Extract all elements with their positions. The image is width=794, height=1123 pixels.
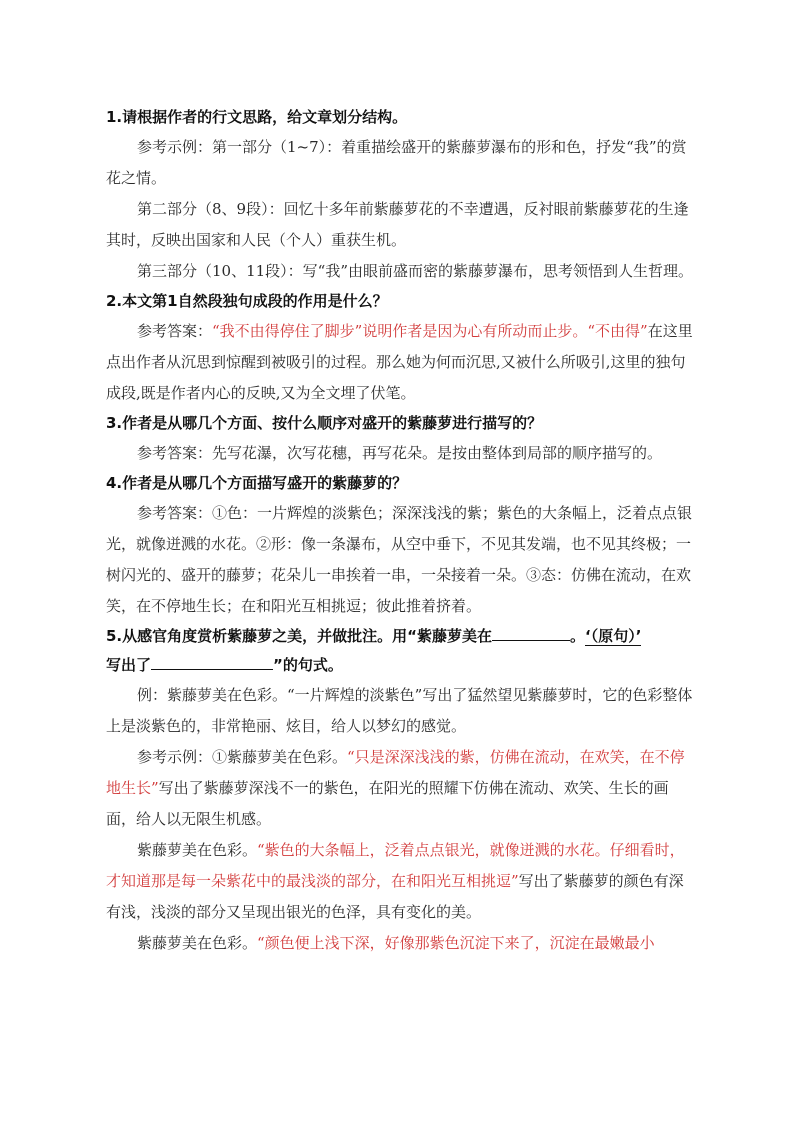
question-5-sample-3	[106, 928, 698, 959]
question-3-title: 3.作者是从哪几个方面、按什么顺序对盛开的紫藤萝进行描写的？	[106, 414, 543, 432]
question-5-title	[106, 622, 698, 680]
question-4-answer	[106, 498, 698, 622]
question-3-answer: 参考答案：先写花瀑，次写花穗，再写花朵。是按由整体到局部的顺序描写的。	[137, 444, 663, 462]
fill-blank-line	[151, 654, 273, 670]
question-5-title-part: 5.从感官角度赏析紫藤萝之美，并做批注。用“紫藤萝美在	[106, 627, 492, 645]
question-5-title-part: 写出了	[106, 656, 152, 674]
answer-label: 参考答案：	[137, 322, 213, 340]
sample-text: 参考示例：①紫藤萝美在色彩。	[137, 748, 348, 766]
sample-quote: “颜色便上浅下深，好像那紫色沉淀下来了，沉淀在最嫩最小	[257, 934, 655, 952]
fill-blank-line	[492, 625, 570, 641]
question-5-sample-1	[106, 742, 698, 835]
question-5-title-part: ”的句式。	[273, 656, 343, 674]
question-4-title: 4.作者是从哪几个方面描写盛开的紫藤萝的？	[106, 474, 408, 492]
question-2-title: 2.本文第1自然段独句成段的作用是什么？	[106, 292, 388, 310]
answer-text: ①色：一片辉煌的淡紫色；深深浅浅的紫；紫色的大条幅上，泛着点点银光，就像迸溅的水花。②形：像一条瀑布，从空中垂下，不见其发端，也不见其终极；一树闪光的、盛开的藤萝；花朵儿一串挨着一串，一朵接着一朵。③态：仿佛在流动，在欢笑，在不停地生长；在和阳光互相挑逗；彼此推着挤着。	[106, 504, 693, 615]
question-1-title: 1.请根据作者的行文思路，给文章划分结构。	[106, 108, 408, 126]
question-2-answer	[106, 316, 698, 409]
question-1-answer-part-1: 参考示例：第一部分（1~7）：着重描绘盛开的紫藤萝瀑布的形和色，抒发“我”的赏花之情。	[106, 138, 687, 187]
answer-text: 在这里点出作者从沉思到惊醒到被吸引的过程。那么她为何而沉思,又被什么所吸引,这里的独句成段,既是作者内心的反映,又为全文埋了伏笔。	[106, 322, 693, 402]
document-content	[106, 103, 698, 959]
sample-text: 写出了紫藤萝的颜色有深有浅，浅淡的部分又呈现出银光的色泽，具有变化的美。	[106, 872, 684, 921]
answer-label: 参考答案：	[137, 504, 213, 522]
question-5-title-underlined: ‘（原句）’	[585, 627, 642, 645]
question-1-answer-part-2: 第二部分（8、9段）：回忆十多年前紫藤萝花的不幸遭遇，反衬眼前紫藤萝花的生逢其时，反映出国家和人民（个人）重获生机。	[106, 200, 689, 249]
question-5-example: 例：紫藤萝美在色彩。“一片辉煌的淡紫色”写出了猛然望见紫藤萝时，它的色彩整体上是淡紫色的，非常艳丽、炫目，给人以梦幻的感觉。	[106, 686, 693, 735]
question-1-answer-part-3: 第三部分（10、11段）：写“我”由眼前盛而密的紫藤萝瀑布，思考领悟到人生哲理。	[137, 262, 694, 280]
question-5-sample-2	[106, 835, 698, 928]
question-5-title-part: 。	[570, 627, 586, 645]
sample-text: 紫藤萝美在色彩。	[137, 841, 258, 859]
sample-quote: “只是深深浅浅的紫，仿佛在流动，在欢笑，在不停地生长”	[106, 748, 685, 797]
sample-text: 写出了紫藤萝深浅不一的紫色，在阳光的照耀下仿佛在流动、欢笑、生长的画面，给人以无限生机感。	[106, 779, 669, 828]
answer-quote: “我不由得停住了脚步”说明作者是因为心有所动而止步。“不由得”	[212, 322, 648, 340]
sample-text: 紫藤萝美在色彩。	[137, 934, 258, 952]
sample-quote: “紫色的大条幅上，泛着点点银光，就像迸溅的水花。仔细看时，才知道那是每一朵紫花中的最浅淡的部分，在和阳光互相挑逗”	[106, 841, 685, 890]
